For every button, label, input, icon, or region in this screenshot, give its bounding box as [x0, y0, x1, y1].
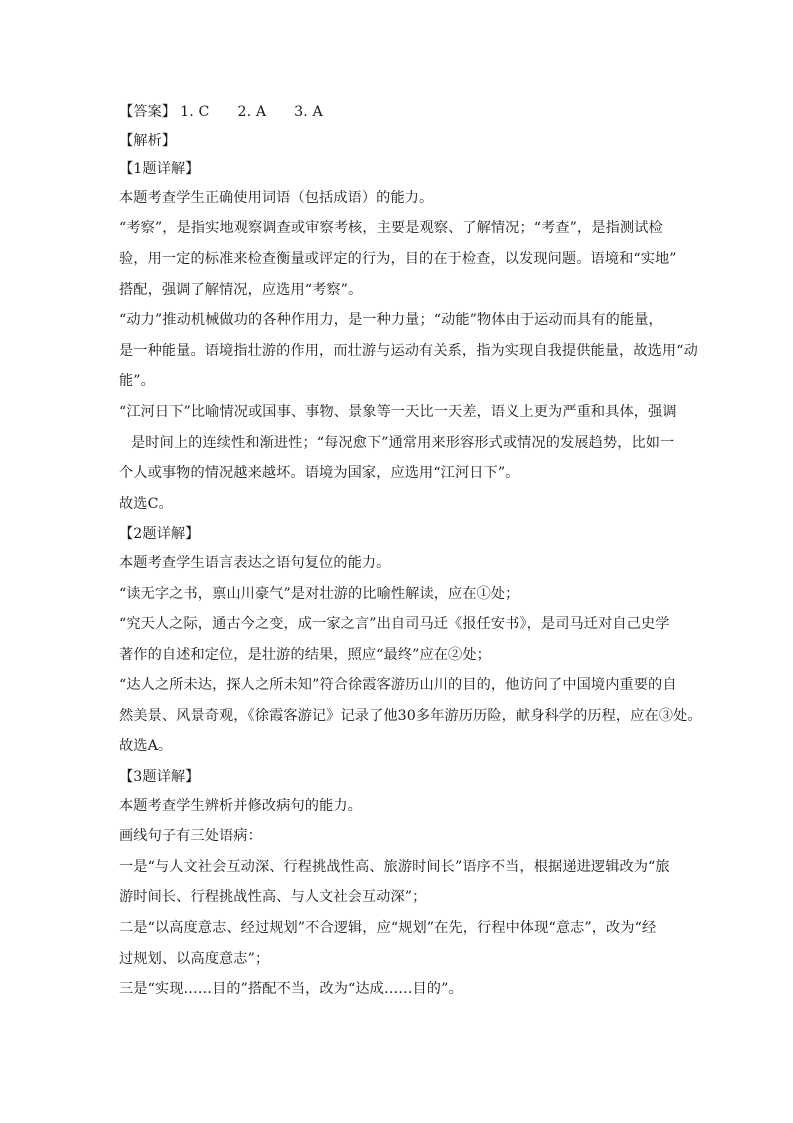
analysis-label: 【解析】 [119, 132, 177, 149]
section-1-line: “动力”推动机械做功的各种作用力，是一种力量；“动能”物体由于运动而具有的能量， [119, 312, 663, 329]
section-2-line: “读无字之书，禀山川豪气”是对壮游的比喻性解读，应在①处； [119, 585, 520, 602]
section-1-line: 是一种能量。语境指壮游的作用，而壮游与运动有关系，指为实现自我提供能量，故选用“动 [119, 342, 698, 359]
answer-line [119, 98, 689, 127]
section-1-line: 验，用一定的标准来检查衡量或评定的行为，目的在于检查，以发现问题。语境和“实地” [119, 250, 677, 267]
section-1-line: 是时间上的连续性和渐进性；“每况愈下”通常用来形容形式或情况的发展趋势，比如一 [131, 434, 675, 451]
section-3-line: 二是“以高度意志、经过规划”不合逻辑，应“规划”在先，行程中体现“意志”，改为“经 [119, 920, 657, 937]
section-3-line: 一是“与人文社会互动深、行程挑战性高、旅游时间长”语序不当，根据递进逻辑改为“旅 [119, 858, 670, 875]
section-3-line: 本题考查学生辨析并修改病句的能力。 [119, 797, 362, 814]
answer-label: 【答案】 [119, 104, 177, 120]
answer-item-3: 3. A [294, 104, 323, 120]
section-1-line: 故选C。 [119, 495, 173, 512]
section-2-heading: 【2题详解】 [119, 526, 200, 543]
section-1-line: “考察”，是指实地观察调查或审察考核，主要是观察、了解情况；“考查”，是指测试检 [119, 220, 663, 237]
section-3-line: 三是“实现……目的”搭配不当，改为“达成……目的”。 [119, 981, 463, 998]
section-2-line: 然美景、风景奇观，《徐霞客游记》记录了他30多年游历历险，献身科学的历程，应在③处。 [119, 707, 702, 724]
section-2-line: 故选A。 [119, 738, 173, 755]
section-3-line: 画线句子有三处语病： [119, 828, 262, 845]
section-2-line: “究天人之际，通古今之变，成一家之言”出自司马迁《报任安书》，是司马迁对自己史学 [119, 616, 670, 633]
section-3-line: 游时间长、行程挑战性高、与人文社会互动深”； [119, 889, 427, 906]
section-2-line: “达人之所未达，探人之所未知”符合徐霞客游历山川的目的，他访问了中国境内重要的自 [119, 677, 677, 694]
section-3-line: 过规划、以高度意志”； [119, 950, 270, 967]
section-1-line: 搭配，强调了解情况，应选用“考察”。 [119, 281, 363, 298]
section-1-line: 个人或事物的情况越来越坏。语境为国家，应选用“江河日下”。 [119, 465, 520, 482]
answer-item-2: 2. A [237, 104, 267, 120]
section-1-line: 本题考查学生正确使用词语（包括成语）的能力。 [119, 189, 434, 206]
section-1-line: “江河日下”比喻情况或国事、事物、景象等一天比一天差，语义上更为严重和具体，强调 [119, 403, 677, 420]
section-3-heading: 【3题详解】 [119, 769, 200, 786]
answer-analysis-content [119, 98, 702, 1004]
section-2-line: 本题考查学生语言表达之语句复位的能力。 [119, 554, 391, 571]
section-2-line: 著作的自述和定位，是壮游的结果，照应“最终”应在②处； [119, 646, 491, 663]
section-1-line: 能”。 [119, 373, 155, 390]
answer-item-1: 1. C [180, 104, 210, 120]
section-1-heading: 【1题详解】 [119, 161, 200, 178]
